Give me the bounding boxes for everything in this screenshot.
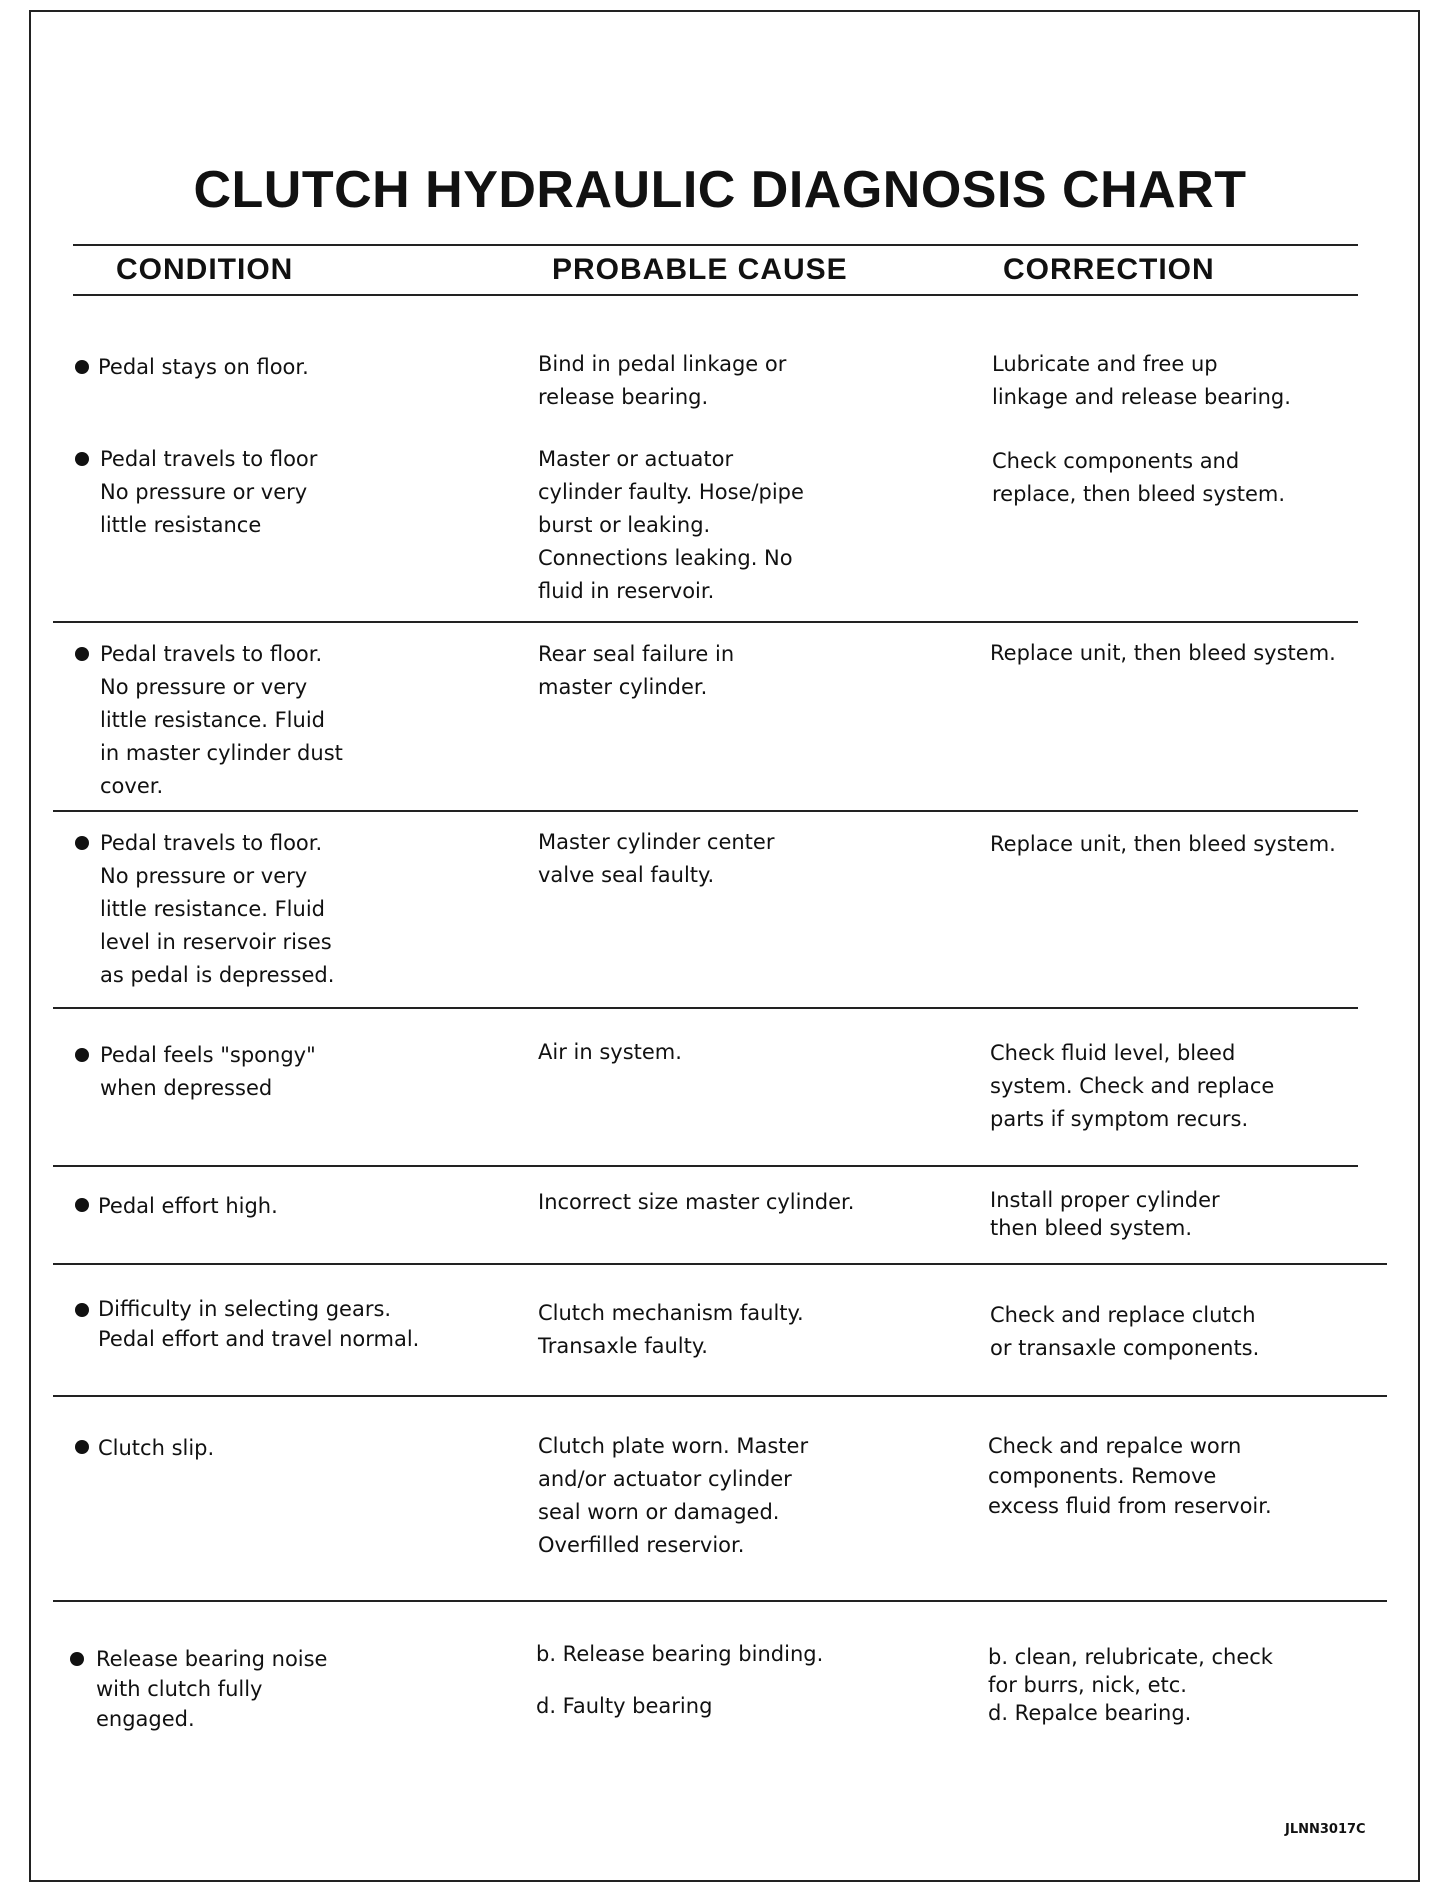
row-8-condition: Clutch slip. [98, 1436, 215, 1460]
row-separator [53, 1395, 1387, 1397]
row-separator [53, 621, 1358, 623]
row-9-cause: b. Release bearing binding. d. Faulty bearing [536, 1642, 824, 1718]
bullet-icon [75, 1048, 89, 1062]
row-6-condition: Pedal effort high. [98, 1194, 278, 1218]
row-4-cause: Master cylinder center valve seal faulty. [538, 830, 775, 887]
header-correction: CORRECTION [1003, 253, 1215, 286]
bullet-icon [75, 360, 89, 374]
bullet-icon [70, 1652, 84, 1666]
row-separator [53, 1165, 1358, 1167]
bullet-icon [75, 452, 89, 466]
row-4-condition: Pedal travels to floor. No pressure or very little resistance. Fluid level in reservoir rises as pedal is depressed. [100, 831, 335, 987]
row-9-condition: Release bearing noise with clutch fully engaged. [96, 1647, 328, 1731]
row-7-correction: Check and replace clutch or transaxle components. [990, 1303, 1260, 1360]
row-separator [53, 1263, 1387, 1265]
row-3-cause: Rear seal failure in master cylinder. [538, 642, 735, 699]
bullet-icon [75, 1440, 89, 1454]
row-separator [53, 1007, 1358, 1009]
figure-code: JLNN3017C [1285, 1822, 1366, 1837]
row-7-cause: Clutch mechanism faulty. Transaxle faulty. [538, 1301, 804, 1358]
row-8-correction: Check and repalce worn components. Remove excess fluid from reservoir. [988, 1434, 1272, 1518]
row-6-cause: Incorrect size master cylinder. [538, 1190, 855, 1214]
chart-title: CLUTCH HYDRAULIC DIAGNOSIS CHART [193, 161, 1247, 219]
row-7-condition: Difficulty in selecting gears. Pedal effort and travel normal. [98, 1297, 420, 1351]
row-5-correction: Check fluid level, bleed system. Check and replace parts if symptom recurs. [990, 1041, 1275, 1131]
row-2-cause: Master or actuator cylinder faulty. Hose/pipe burst or leaking. Connections leaking. No fluid in reservoir. [538, 447, 804, 603]
header-condition: CONDITION [116, 253, 294, 286]
header-bottom-rule [73, 294, 1358, 296]
row-separator [53, 810, 1358, 812]
bullet-icon [75, 647, 89, 661]
row-8-cause: Clutch plate worn. Master and/or actuator cylinder seal worn or damaged. Overfilled reservior. [538, 1434, 809, 1557]
row-9-correction: b. clean, relubricate, check for burrs, nick, etc. d. Repalce bearing. [988, 1645, 1273, 1725]
row-2-condition: Pedal travels to floor No pressure or very little resistance [100, 447, 318, 537]
row-6-correction: Install proper cylinder then bleed system. [990, 1188, 1220, 1240]
row-1-cause: Bind in pedal linkage or release bearing. [538, 352, 787, 409]
row-2-correction: Check components and replace, then bleed system. [992, 449, 1285, 506]
bullet-icon [75, 1198, 89, 1212]
row-1-condition: Pedal stays on floor. [98, 355, 309, 379]
row-3-condition: Pedal travels to floor. No pressure or very little resistance. Fluid in master cylinder dust cover. [100, 642, 343, 798]
header-probable-cause: PROBABLE CAUSE [552, 253, 848, 286]
header-top-rule [73, 244, 1358, 246]
row-4-correction: Replace unit, then bleed system. [990, 832, 1336, 856]
bullet-icon [75, 1303, 89, 1317]
row-5-condition: Pedal feels "spongy" when depressed [100, 1043, 316, 1100]
row-5-cause: Air in system. [538, 1040, 682, 1064]
row-separator [53, 1600, 1387, 1602]
row-1-correction: Lubricate and free up linkage and release bearing. [992, 352, 1291, 409]
bullet-icon [75, 836, 89, 850]
row-3-correction: Replace unit, then bleed system. [990, 641, 1336, 665]
